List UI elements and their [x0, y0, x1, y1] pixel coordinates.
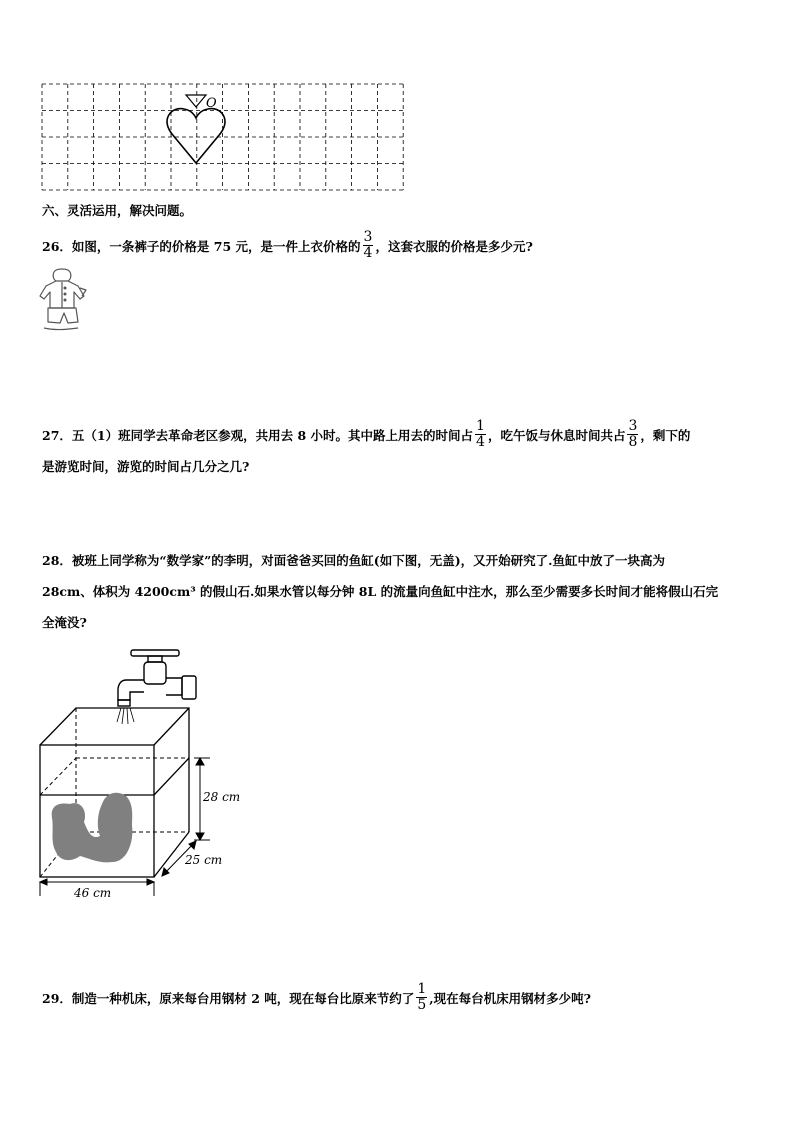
numerator: 3 — [628, 418, 638, 434]
denominator: 5 — [417, 997, 427, 1013]
fraction — [363, 230, 374, 261]
question-text: ，这套衣服的价格是多少元? — [375, 239, 533, 254]
rock-shape — [52, 793, 133, 863]
question-text: ，剩下的 — [640, 428, 691, 443]
numerator: 1 — [417, 981, 427, 997]
fish-tank-figure — [0, 640, 300, 910]
question-text: ,现在每台机床用钢材多少吨? — [429, 991, 591, 1006]
question-text: 被班上同学称为“数学家”的李明，对面爸爸买回的鱼缸(如下图，无盖)，又开始研究了.鱼缸中放了一块高为 — [71, 553, 665, 568]
triangle-marker — [186, 95, 206, 107]
denominator: 4 — [363, 245, 373, 261]
section-heading: 六、灵活运用，解决问题。 — [42, 203, 193, 218]
question-28-line-2: 28cm、体积为 4200cm³ 的假山石.如果水管以每分钟 8L 的流量向鱼缸中注水，那么至少需要多长时间才能将假山石完 — [42, 584, 719, 599]
question-27-line-2: 是游览时间，游览的时间占几分之几? — [42, 459, 250, 474]
question-28-line-3: 全淹没? — [42, 615, 87, 630]
question-number: 28． — [42, 553, 72, 568]
question-text: 如图，一条裤子的价格是 75 元，是一件上衣价格的 — [71, 239, 361, 254]
depth-label: 25 cm — [185, 853, 223, 867]
question-number: 27． — [42, 428, 72, 443]
denominator: 8 — [628, 434, 638, 450]
width-label: 46 cm — [74, 886, 112, 900]
heart-shape — [167, 109, 225, 163]
numerator: 1 — [476, 418, 485, 434]
denominator: 4 — [476, 434, 485, 450]
question-text: 五（1）班同学去革命老区参观，共用去 8 小时。其中路上用去的时间占 — [71, 428, 474, 443]
fraction — [416, 982, 427, 1013]
question-26 — [42, 229, 533, 263]
numerator: 3 — [363, 229, 373, 245]
question-29 — [42, 981, 591, 1015]
height-label: 28 cm — [203, 790, 241, 804]
grid-heart-figure — [0, 0, 794, 200]
faucet — [118, 650, 196, 706]
point-o-label: O — [206, 96, 217, 111]
fraction — [627, 419, 638, 450]
question-number: 29． — [42, 991, 72, 1006]
question-text: 制造一种机床，原来每台用钢材 2 吨，现在每台比原来节约了 — [71, 991, 415, 1006]
question-text: ，吃午饭与休息时间共占 — [487, 428, 626, 443]
fraction — [475, 419, 486, 450]
question-27 — [42, 418, 691, 452]
clothing-illustration — [34, 266, 98, 338]
question-28 — [42, 553, 665, 569]
question-number: 26． — [42, 239, 72, 254]
